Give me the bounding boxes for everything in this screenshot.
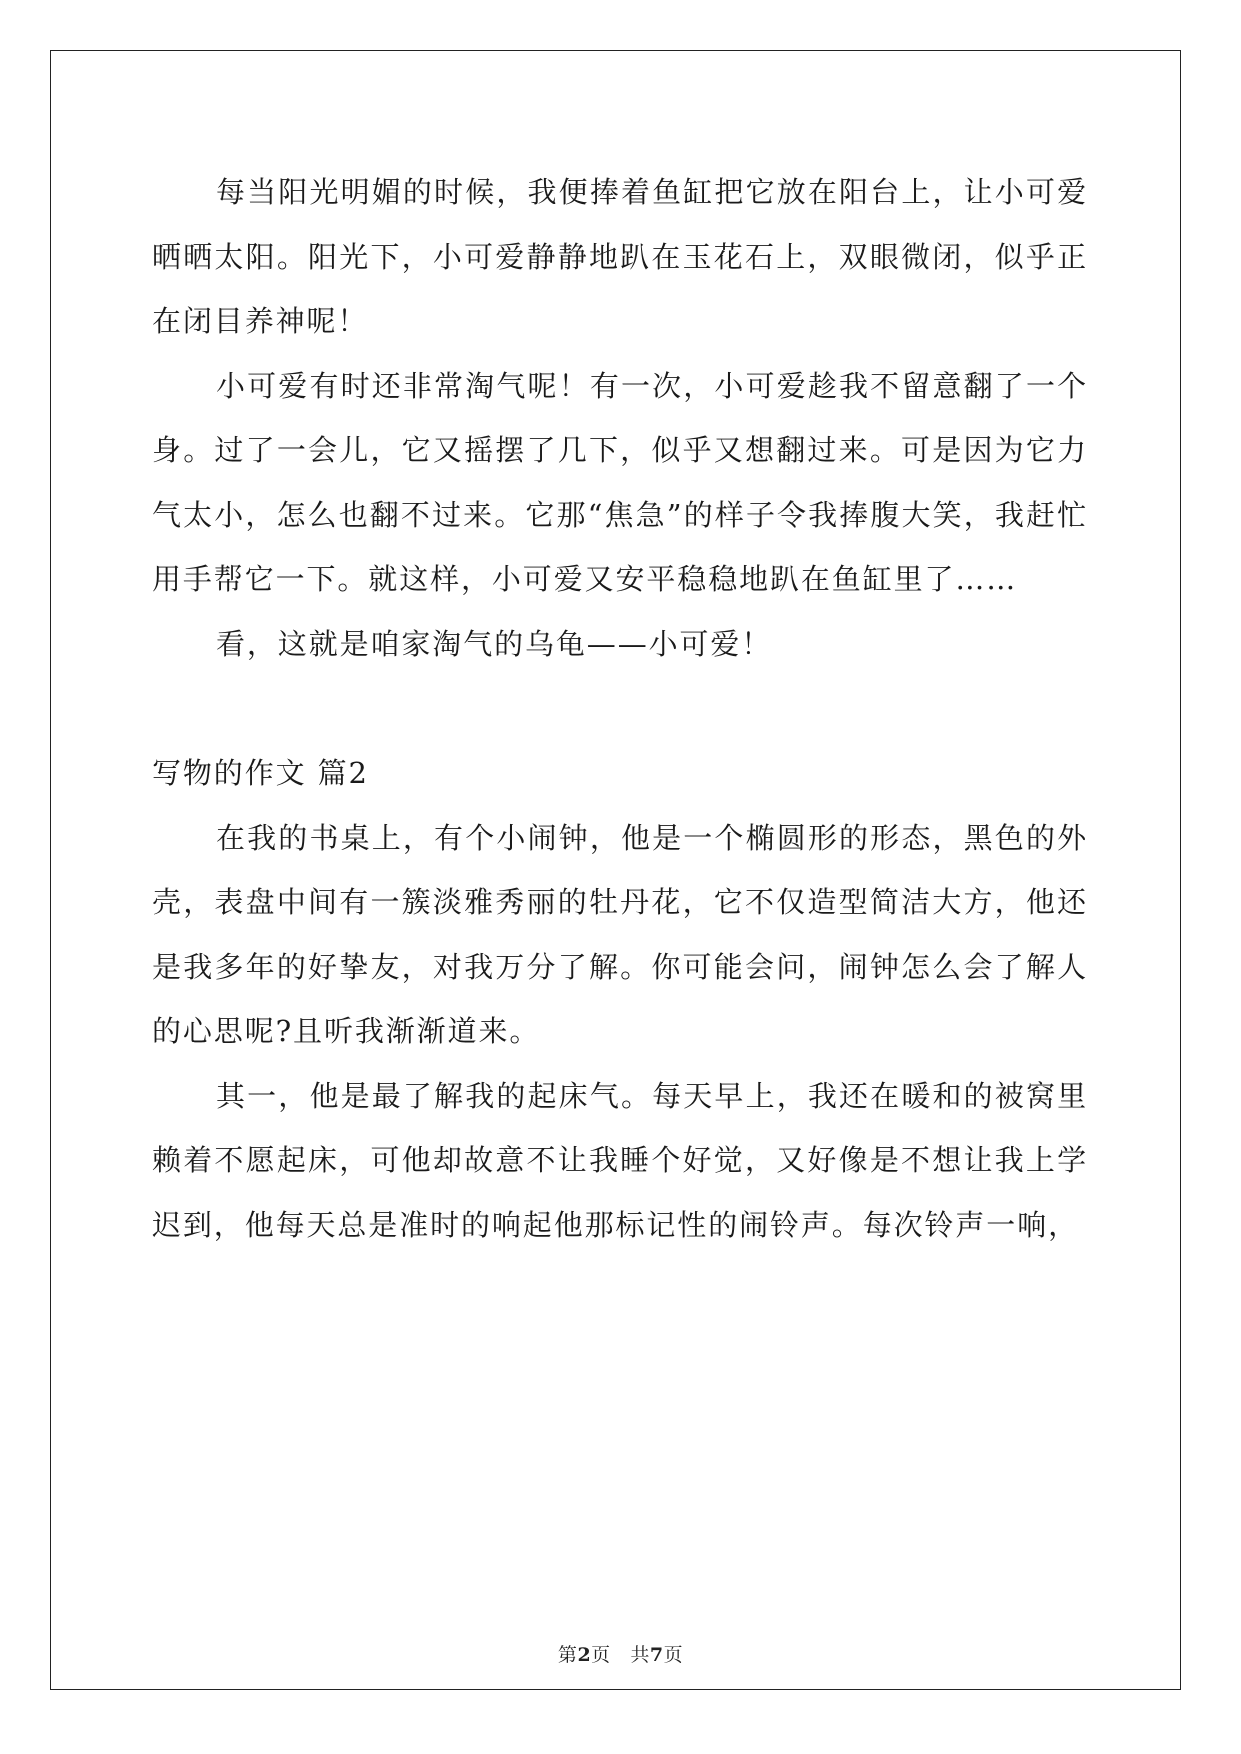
section-spacer <box>152 676 1088 741</box>
current-page-number: 2 <box>577 1644 592 1666</box>
total-pages-number: 7 <box>649 1644 664 1666</box>
page-footer <box>0 1640 1241 1667</box>
paragraph: 其一，他是最了解我的起床气。每天早上，我还在暖和的被窝里赖着不愿起床，可他却故意不让我睡个好觉，又好像是不想让我上学迟到，他每天总是准时的响起他那标记性的闹铃声。每次铃声一响， <box>152 1078 1088 1242</box>
section-title: 写物的作文 篇2 <box>152 756 369 790</box>
paragraph: 小可爱有时还非常淘气呢！有一次，小可爱趁我不留意翻了一个身。过了一会儿，它又摇摆了几下，似乎又想翻过来。可是因为它力气太小，怎么也翻不过来。它那“焦急”的样子令我捧腹大笑，我赶忙用手帮它一下。就这样，小可爱又安平稳稳地趴在鱼缸里了…… <box>152 368 1088 596</box>
footer-total-suffix: 页 <box>663 1644 684 1666</box>
footer-page-word: 页 <box>591 1644 611 1666</box>
document-body <box>152 160 1088 1257</box>
footer-prefix: 第 <box>557 1644 578 1666</box>
paragraph: 在我的书桌上，有个小闹钟，他是一个椭圆形的形态，黑色的外壳，表盘中间有一簇淡雅秀丽的牡丹花，它不仅造型简洁大方，他还是我多年的好挚友，对我万分了解。你可能会问，闹钟怎么会了解人的心思呢?且听我渐渐道来。 <box>152 820 1088 1048</box>
paragraph: 每当阳光明媚的时候，我便捧着鱼缸把它放在阳台上，让小可爱晒晒太阳。阳光下，小可爱静静地趴在玉花石上，双眼微闭，似乎正在闭目养神呢！ <box>152 175 1088 338</box>
footer-total-prefix: 共 <box>630 1644 650 1666</box>
paragraph: 看，这就是咱家淘气的乌龟——小可爱！ <box>216 626 773 661</box>
